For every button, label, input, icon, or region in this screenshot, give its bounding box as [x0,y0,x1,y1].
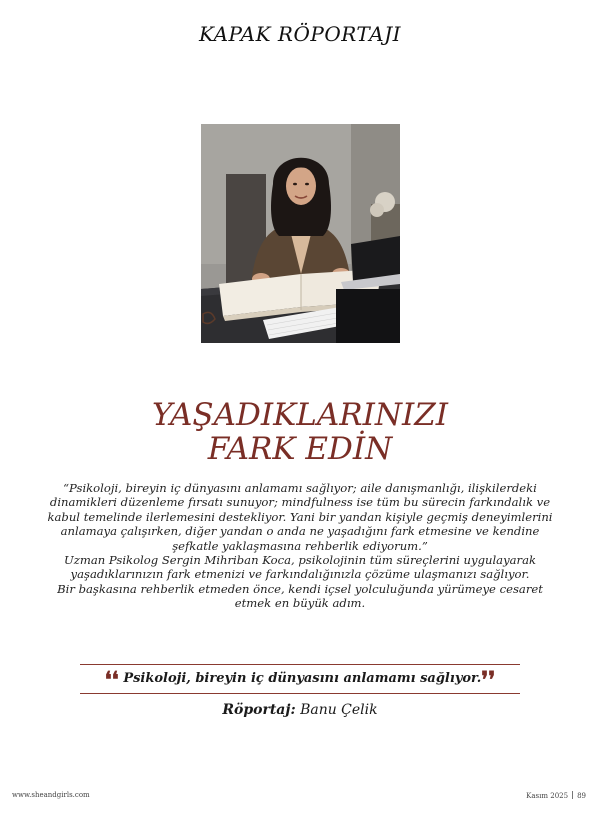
close-quote-icon: ❜❜ [481,667,496,693]
footer-issue-info [526,791,586,800]
intro-paragraph-2: Uzman Psikolog Sergin Mihriban Koca, psikolojinin tüm süreçlerini uygulayarak yaşadıklarınızın fark etmenizi ve farkındalığınızla çözüme ulaşmanızı sağlıyor. [63,553,537,582]
byline [0,702,600,718]
byline-label: Röportaj: [222,702,296,718]
cover-photo [201,124,400,343]
open-quote-icon: ❛❛ [104,667,119,693]
article-intro [40,481,560,611]
article-headline [0,398,600,466]
footer-issue: Kasım 2025 [526,792,569,800]
intro-quote: “Psikoloji, bireyin iç dünyasını anlamamı sağlıyor; aile danışmanlığı, ilişkilerdeki dinamikleri düzenleme fırsatı sunuyor; mindfulness ise tüm bu sürecin farkındalık ve kabul temelinde ilerlemesini destekliyor. Yani bir yandan kişiyle geçmiş deneyimlerini anlamaya çalışırken, diğer yandan o anda ne yaşadığını fark etmesine ve kendine şefkatle yaklaşmasına rehberlik ediyorum.” [47,481,553,553]
pull-quote-rule-top [80,664,520,665]
footer-website[interactable]: www.sheandgirls.com [12,791,90,799]
pull-quote-text: Psikoloji, bireyin iç dünyasını anlamamı sağlıyor. [123,671,482,686]
page-number: 89 [577,792,586,800]
pull-quote-rule-bottom [80,693,520,694]
byline-author: Banu Çelik [300,702,378,718]
cover-photo-illustration [201,124,400,343]
intro-paragraph-3: Bir başkasına rehberlik etmeden önce, kendi içsel yolculuğunda yürümeye cesaret etmek en büyük adım. [57,581,543,611]
pull-quote [80,668,520,691]
section-title: KAPAK RÖPORTAJI [198,22,402,46]
headline-line-1: YAŞADIKLARINIZI [151,397,449,433]
headline-line-2: FARK EDİN [207,431,393,467]
footer-divider [572,791,573,799]
